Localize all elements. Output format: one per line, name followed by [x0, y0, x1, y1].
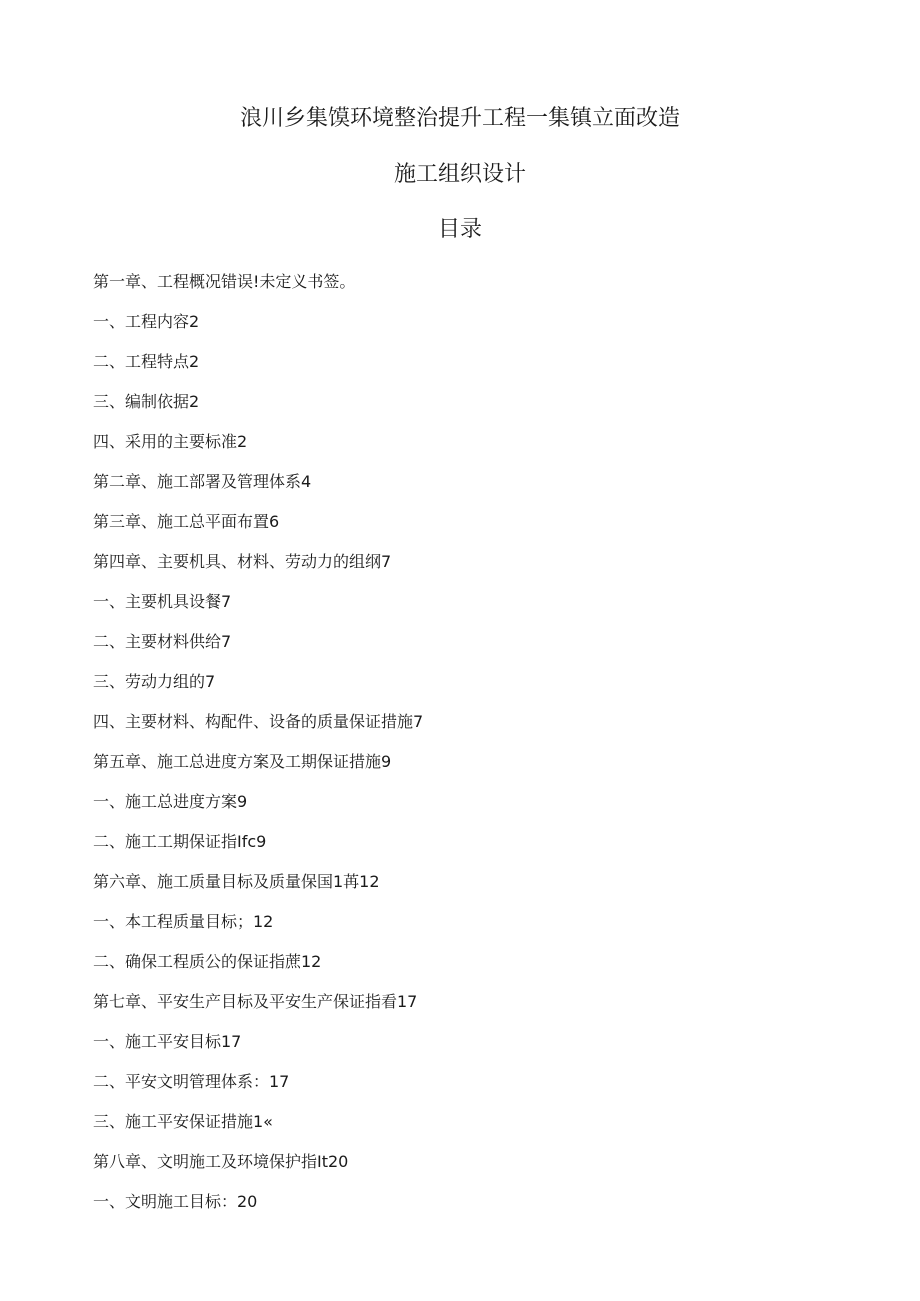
toc-entry: 第五章、施工总进度方案及工期保证措施9 [93, 752, 392, 771]
toc-entry: 二、平安文明管理体系：17 [93, 1072, 290, 1091]
toc-entry: 一、文明施工目标：20 [93, 1192, 258, 1211]
toc-entry: 四、采用的主要标准2 [93, 432, 248, 451]
toc-entry: 一、工程内容2 [93, 312, 200, 331]
toc-entry: 一、施工总进度方案9 [93, 792, 248, 811]
toc-entry: 第六章、施工质量目标及质量保国1苒12 [93, 872, 380, 891]
toc-entry: 第四章、主要机具、材料、劳动力的组纲7 [93, 552, 392, 571]
toc-entry: 四、主要材料、构配件、设备的质量保证措施7 [93, 712, 424, 731]
document-subtitle: 施工组织设计 [393, 162, 526, 187]
toc-entry: 二、工程特点2 [93, 352, 200, 371]
document-title: 浪川乡集馍环境整治提升工程一集镇立面改造 [239, 106, 680, 131]
toc-entry: 一、本工程质量目标；12 [93, 912, 274, 931]
toc-entry: 第二章、施工部署及管理体系4 [93, 472, 312, 491]
toc-entry: 三、施工平安保证措施1« [93, 1112, 273, 1131]
toc-entry: 第七章、平安生产目标及平安生产保证指看17 [93, 992, 418, 1011]
toc-entry: 二、主要材料供给7 [93, 632, 232, 651]
table-of-contents [93, 270, 423, 1230]
toc-entry: 三、劳动力组的7 [93, 672, 216, 691]
toc-heading: 目录 [437, 217, 482, 242]
toc-entry: 二、施工工期保证指Ifc9 [93, 832, 267, 851]
toc-entry: 一、施工平安目标17 [93, 1032, 242, 1051]
toc-entry: 三、编制依据2 [93, 392, 200, 411]
toc-entry: 一、主要机具设餐7 [93, 592, 232, 611]
toc-entry: 第一章、工程概况错误!未定义书签。 [93, 272, 356, 291]
toc-entry: 二、确保工程质公的保证指蔗12 [93, 952, 322, 971]
toc-entry: 第八章、文明施工及环境保护指It20 [93, 1152, 349, 1171]
toc-entry: 第三章、施工总平面布置6 [93, 512, 280, 531]
